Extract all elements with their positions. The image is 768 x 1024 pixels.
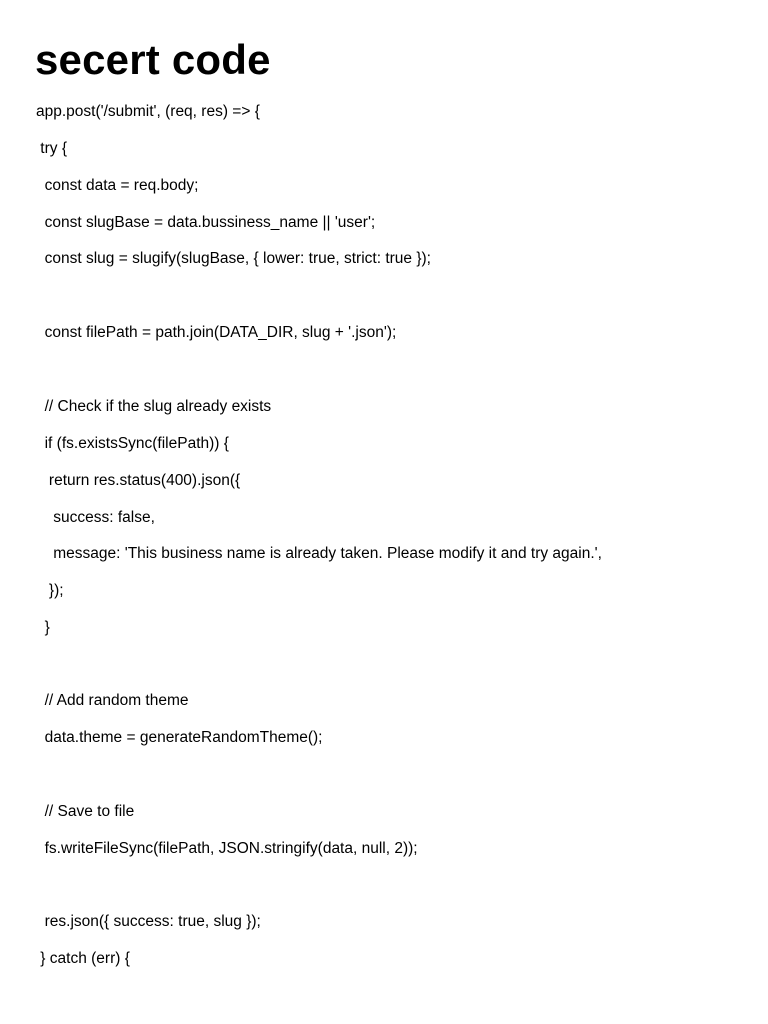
code-line: const slug = slugify(slugBase, { lower: true, strict: true });	[36, 250, 431, 267]
code-line: res.json({ success: true, slug });	[36, 913, 261, 930]
code-line: return res.status(400).json({	[36, 472, 241, 489]
code-comment: // Save to file	[36, 803, 135, 820]
code-line: message: 'This business name is already taken. Please modify it and try again.',	[36, 545, 602, 562]
page-title: secert code	[35, 36, 271, 83]
code-comment: // Check if the slug already exists	[36, 398, 272, 415]
code-line: try {	[36, 140, 68, 157]
code-comment: // Add random theme	[36, 692, 189, 709]
code-line: const data = req.body;	[36, 177, 199, 194]
code-line: const filePath = path.join(DATA_DIR, slug + '.json');	[36, 324, 397, 341]
code-line: if (fs.existsSync(filePath)) {	[36, 435, 229, 452]
code-line: }	[36, 619, 50, 636]
code-line: } catch (err) {	[36, 950, 130, 967]
code-line: fs.writeFileSync(filePath, JSON.stringify(data, null, 2));	[36, 840, 418, 857]
code-line: });	[36, 582, 64, 599]
code-line: success: false,	[36, 509, 155, 526]
code-line: const slugBase = data.bussiness_name || 'user';	[36, 214, 376, 231]
code-line: data.theme = generateRandomTheme();	[36, 729, 323, 746]
code-line: app.post('/submit', (req, res) => {	[36, 103, 260, 120]
